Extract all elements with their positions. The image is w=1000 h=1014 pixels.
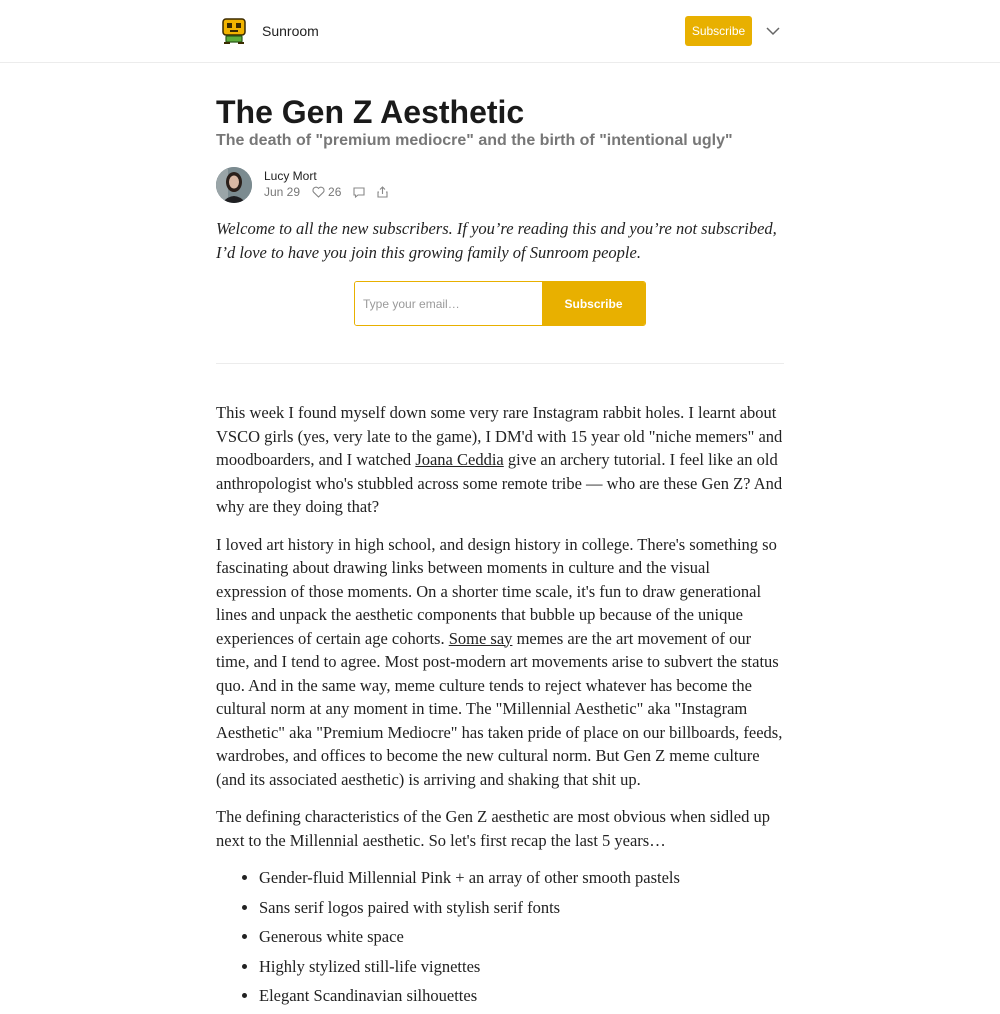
author-name[interactable]: Lucy Mort xyxy=(264,169,317,183)
joana-ceddia-link[interactable]: Joana Ceddia xyxy=(415,450,504,469)
heart-icon xyxy=(312,186,325,198)
paragraph-text: I loved art history in high school, and design history in college. There's something so fascinating about drawing links between moments in culture and the visual expression of those moments. On a shorter time scale, it's fun to draw generational lines and unpack the aesthetic components that bubble up because of the unique experiences of certain age cohorts. xyxy=(216,534,777,648)
byline xyxy=(216,167,784,203)
subscribe-form xyxy=(354,281,646,326)
list-item: • Generous white space xyxy=(259,925,784,949)
comment-icon xyxy=(353,187,365,198)
sun-robot-logo-icon[interactable] xyxy=(216,13,252,49)
like-count: 26 xyxy=(328,185,342,199)
post-title: The Gen Z Aesthetic xyxy=(216,94,525,130)
top-bar xyxy=(0,0,1000,63)
paragraph-text: give an archery tutorial. I feel like an old anthropologist who's stubbled across some remote tribe — who are these Gen Z? And why are they doing that? xyxy=(216,450,783,516)
paragraph xyxy=(216,533,784,792)
comment-button[interactable] xyxy=(353,187,365,198)
post-stats xyxy=(264,185,388,199)
paragraph xyxy=(216,401,784,519)
post-subtitle: The death of "premium mediocre" and the birth of "intentional ugly" xyxy=(216,132,733,149)
divider xyxy=(216,363,784,364)
list-item: • Elegant Scandinavian silhouettes xyxy=(259,984,784,1008)
list-item: • Sans serif logos paired with stylish serif fonts xyxy=(259,896,784,920)
like-button[interactable] xyxy=(312,185,341,199)
header-subscribe-button[interactable]: Subscribe xyxy=(685,16,752,46)
paragraph-text: This week I found myself down some very rare Instagram rabbit holes. I learnt about VSCO girls (yes, very late to the game), I DM'd with 15 year old "niche memers" and moodboarders, and I watched xyxy=(216,403,783,469)
email-field[interactable] xyxy=(355,282,542,325)
aesthetic-list xyxy=(216,866,784,1008)
author-avatar[interactable] xyxy=(216,167,252,203)
post-date: Jun 29 xyxy=(264,185,301,199)
paragraph-text: memes are the art movement of our time, and I tend to agree. Most post-modern art movements arise to subvert the status quo. And in the same way, meme culture tends to reject whatever has become the cultural norm at any moment in time. The "Millennial Aesthetic" aka "Instagram Aesthetic" aka "Premium Mediocre" has taken pride of place on our billboards, feeds, wardrobes, and offices to become the new cultural norm. But Gen Z meme culture (and its associated aesthetic) is arriving and shaking that shit up. xyxy=(216,628,783,789)
list-item: • Gender-fluid Millennial Pink + an array of other smooth pastels xyxy=(259,866,784,890)
brand[interactable] xyxy=(216,13,319,49)
subscribe-button[interactable]: Subscribe xyxy=(542,282,645,325)
post-body xyxy=(216,401,784,1008)
paragraph: The defining characteristics of the Gen Z aesthetic are most obvious when sidled up next to the Millennial aesthetic. So let's first recap the last 5 years… xyxy=(216,807,770,850)
share-icon xyxy=(377,186,388,198)
share-button[interactable] xyxy=(377,186,388,198)
brand-name[interactable]: Sunroom xyxy=(262,23,319,39)
list-item: • Highly stylized still-life vignettes xyxy=(259,955,784,979)
byline-meta xyxy=(264,167,388,199)
welcome-note: Welcome to all the new subscribers. If you’re reading this and you’re not subscribed, I’d love to have you join this growing family of Sunroom people. xyxy=(216,219,777,262)
some-say-link[interactable]: Some say xyxy=(448,628,513,648)
chevron-down-icon[interactable] xyxy=(766,24,780,38)
article xyxy=(216,62,784,1014)
